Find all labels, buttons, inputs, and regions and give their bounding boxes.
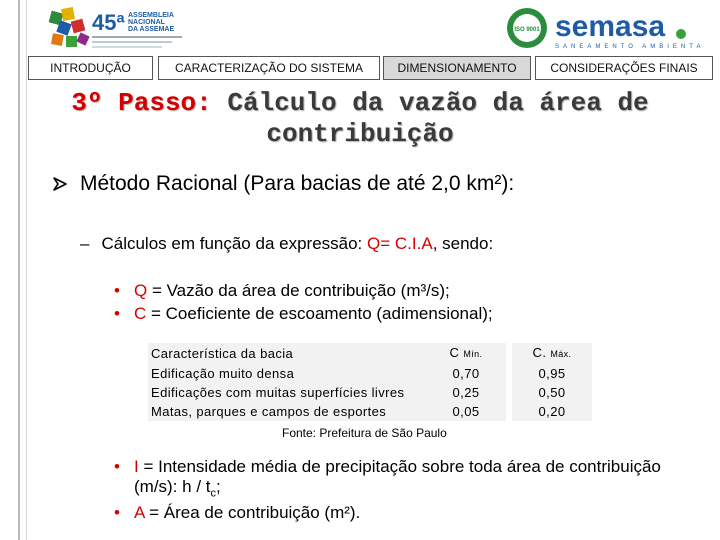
slide-title xyxy=(28,88,692,150)
tab-dimensionamento[interactable]: DIMENSIONAMENTO xyxy=(383,56,531,80)
dot-bullet: • xyxy=(114,503,120,522)
bullet-q xyxy=(114,281,450,301)
row-label: Edificação muito densa xyxy=(151,366,295,381)
semasa-logo xyxy=(505,6,705,52)
table-header-row xyxy=(148,343,592,364)
header-c-min xyxy=(426,343,506,364)
i-key: I xyxy=(134,457,139,476)
tab-consideracoes[interactable]: CONSIDERAÇÕES FINAIS xyxy=(535,56,713,80)
section-nav xyxy=(0,56,720,82)
dot-bullet: • xyxy=(114,304,120,323)
puzzle-logo-icon xyxy=(48,6,198,52)
header-c-min-small: Mín. xyxy=(463,349,483,359)
c-text: = Coeficiente de escoamento (adimensional); xyxy=(146,304,493,323)
dot-bullet: • xyxy=(114,281,120,300)
svg-text:ISO 9001: ISO 9001 xyxy=(514,27,540,33)
svg-text:DA ASSEMAE: DA ASSEMAE xyxy=(128,26,175,33)
header-c-max-main: C. xyxy=(532,345,547,360)
i-end: ; xyxy=(216,477,221,496)
level1-text: Método Racional (Para bacias de até 2,0 km²): xyxy=(80,172,515,195)
bullet-metodo-racional xyxy=(52,172,514,196)
svg-text:NACIONAL: NACIONAL xyxy=(128,19,165,26)
title-step: 3º Passo: xyxy=(71,88,212,118)
dash-bullet: – xyxy=(80,234,90,253)
row-label: Edificações com muitas superfícies livres xyxy=(151,385,405,400)
svg-text:ASSEMBLEIA: ASSEMBLEIA xyxy=(128,12,174,19)
svg-text:semasa: semasa xyxy=(555,10,666,43)
table-row xyxy=(148,364,592,383)
bullet-c xyxy=(114,304,493,324)
i-subscript: c xyxy=(210,487,216,500)
level2-suffix: , sendo: xyxy=(432,234,494,253)
q-key: Q xyxy=(134,281,148,300)
row-min: 0,70 xyxy=(452,366,480,381)
bullet-calculos xyxy=(80,234,493,254)
row-max: 0,20 xyxy=(538,404,566,419)
q-text: = Vazão da área de contribuição (m³/s); xyxy=(147,281,450,300)
assemae-logo xyxy=(48,6,198,52)
row-label: Matas, parques e campos de esportes xyxy=(151,404,387,419)
table-row xyxy=(148,383,592,402)
a-key: A xyxy=(134,503,145,522)
level2-prefix: Cálculos em função da expressão: xyxy=(101,234,368,253)
header-c-max-small: Máx. xyxy=(550,349,572,359)
svg-text:SANEAMENTO AMBIENTAL: SANEAMENTO AMBIENTAL xyxy=(555,44,705,50)
title-line1: Cálculo da vazão da área de xyxy=(211,88,649,118)
svg-text:45ª: 45ª xyxy=(92,10,125,35)
table-source: Fonte: Prefeitura de São Paulo xyxy=(282,426,447,440)
i-text: = Intensidade média de precipitação sobre toda área de contribuição (m/s): h / t xyxy=(134,457,661,496)
runoff-coefficient-table xyxy=(148,343,592,421)
row-max: 0,95 xyxy=(538,366,566,381)
row-min: 0,25 xyxy=(452,385,480,400)
bullet-i xyxy=(114,457,704,503)
row-min: 0,05 xyxy=(452,404,480,419)
arrow-bullet-icon xyxy=(52,176,68,192)
c-key: C xyxy=(134,304,147,323)
header-c-min-main: C xyxy=(449,345,460,360)
title-line2: contribuição xyxy=(266,119,454,149)
a-text: = Área de contribuição (m²). xyxy=(144,503,361,522)
header-c-max xyxy=(512,343,592,364)
formula: Q= C.I.A xyxy=(367,234,433,253)
tab-introducao[interactable]: INTRODUÇÃO xyxy=(28,56,153,80)
table-row xyxy=(148,402,592,421)
semasa-badge-icon xyxy=(505,6,705,52)
tab-caracterizacao[interactable]: CARACTERIZAÇÃO DO SISTEMA xyxy=(158,56,380,80)
bullet-a xyxy=(114,503,360,523)
row-max: 0,50 xyxy=(538,385,566,400)
header-caracteristica: Característica da bacia xyxy=(151,346,294,361)
dot-bullet: • xyxy=(114,457,120,476)
